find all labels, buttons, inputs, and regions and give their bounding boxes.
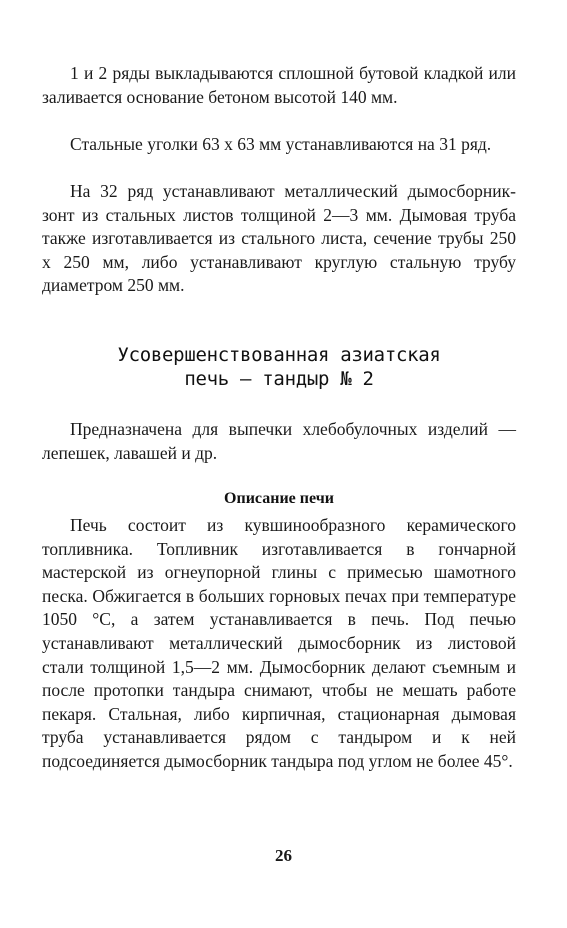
section-heading (42, 343, 516, 391)
page-number: 26 (275, 846, 292, 865)
paragraph-purpose: Предназначена для выпечки хлебобулочных изделий — лепешек, лавашей и др. (42, 419, 516, 463)
paragraph-description: Печь состоит из кувшинообразного керамического топливника. Топливник изготавливается в гончарной мастерской из огнеупорной глины с примесью шамотного песка. Обжигается в больших горновых печах при температуре 1050 °С, а затем устанавливается в печь. Под печью устанавливают металлический дымосборник из листовой стали толщиной 1,5—2 мм. Дымосборник делают съемным и после протопки тандыра снимают, чтобы не мешать работе пекаря. Стальная, либо кирпичная, стационарная дымовая труба устанавливается рядом с тандыром и к ней подсоединяется дымосборник тандыра под углом не более 45°. (42, 515, 516, 771)
section-heading-line-2: печь — тандыр № 2 (184, 368, 374, 390)
section-heading-line-1: Усовершенствованная азиатская (117, 344, 441, 366)
subheading-description: Описание печи (224, 490, 334, 507)
paragraph-smoke-hood: На 32 ряд устанавливают металлический дымосборник-зонт из стальных листов толщиной 2—3 мм. Дымовая труба также изготавливается из стального листа, сечение трубы 250 x 250 мм, либо устанавливают круглую стальную трубу диаметром 250 мм. (42, 181, 516, 296)
paragraph-steel-angles: Стальные уголки 63 x 63 мм устанавливаются на 31 ряд. (70, 134, 492, 154)
paragraph-foundation-rows: 1 и 2 ряды выкладываются сплошной бутовой кладкой или заливается основание бетоном высотой 140 мм. (42, 63, 516, 107)
